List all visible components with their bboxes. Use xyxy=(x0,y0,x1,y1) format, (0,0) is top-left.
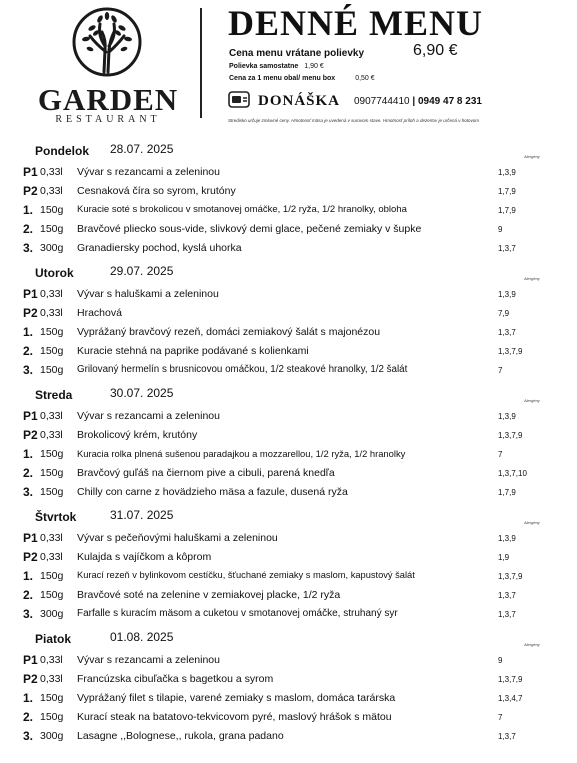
page-title: DENNÉ MENU xyxy=(228,3,484,43)
menu-row xyxy=(0,162,577,181)
item-code: 2. xyxy=(23,588,34,602)
day-section xyxy=(0,380,577,502)
item-dish: Vývar s pečeňovými haluškami a zeleninou xyxy=(77,532,278,544)
item-allergens: 1,3,4,7 xyxy=(498,694,523,703)
item-dish: Kuracie soté s brokolicou v smotanovej omáčke, 1/2 ryža, 1/2 hranolky, obloha xyxy=(77,204,407,215)
item-allergens: 1,7,9 xyxy=(498,488,516,497)
menu-row xyxy=(0,482,577,501)
item-quantity: 300g xyxy=(40,242,64,254)
item-dish: Farfalle s kuracím mäsom a cuketou v smotanovej omáčke, struhaný syr xyxy=(77,608,398,619)
item-allergens: 1,3,9 xyxy=(498,168,516,177)
item-allergens: 1,3,7 xyxy=(498,328,516,337)
item-quantity: 0,33l xyxy=(40,429,63,441)
item-quantity: 150g xyxy=(40,448,64,460)
day-section xyxy=(0,258,577,380)
day-date: 30.07. 2025 xyxy=(110,386,174,400)
menu-row xyxy=(0,341,577,360)
item-allergens: 7 xyxy=(498,713,503,722)
item-dish: Chilly con carne z hovädzieho mäsa a fazule, dusená ryža xyxy=(77,486,348,498)
day-header xyxy=(0,258,577,284)
menu-row xyxy=(0,322,577,341)
menu-row xyxy=(0,406,577,425)
day-name: Utorok xyxy=(35,266,74,280)
item-allergens: 9 xyxy=(498,225,503,234)
item-quantity: 150g xyxy=(40,467,64,479)
menu-row xyxy=(0,425,577,444)
day-name: Pondelok xyxy=(35,144,90,158)
allergens-header: Alergény xyxy=(524,642,540,647)
item-quantity: 150g xyxy=(40,486,64,498)
item-dish: Grilovaný hermelín s brusnicovou omáčkou, 1/2 steakové hranolky, 1/2 šalát xyxy=(77,364,408,375)
item-allergens: 7 xyxy=(498,366,503,375)
item-dish: Kulajda s vajíčkom a kôprom xyxy=(77,551,212,563)
menu-row xyxy=(0,585,577,604)
allergens-header: Alergény xyxy=(524,520,540,525)
phone-secondary: 0949 47 8 231 xyxy=(418,96,482,107)
item-code: P2 xyxy=(23,428,38,442)
item-dish: Kurací rezeň v bylinkovom cestíčku, šťuchané zemiaky s maslom, kapustový šalát xyxy=(77,570,415,580)
item-dish: Vyprážaný bravčový rezeň, domáci zemiakový šalát s majonézou xyxy=(77,326,381,338)
item-dish: Bravčové soté na zelenine v zemiakovej placke, 1/2 ryža xyxy=(77,589,341,601)
item-allergens: 1,3,7,10 xyxy=(498,469,527,478)
item-allergens: 1,3,7,9 xyxy=(498,431,523,440)
tree-logo-icon xyxy=(72,6,142,80)
menu-row xyxy=(0,669,577,688)
item-allergens: 1,3,9 xyxy=(498,534,516,543)
item-allergens: 1,3,7,9 xyxy=(498,347,523,356)
item-quantity: 0,33l xyxy=(40,185,63,197)
item-dish: Cesnaková číra so syrom, krutóny xyxy=(77,185,236,197)
day-name: Streda xyxy=(35,388,73,402)
menu-row xyxy=(0,238,577,257)
menu-row xyxy=(0,604,577,623)
item-dish: Bravčové pliecko sous-vide, slivkový demi glace, pečené zemiaky v šupke xyxy=(77,223,422,235)
item-code: 3. xyxy=(23,241,34,255)
item-allergens: 1,9 xyxy=(498,553,510,562)
brand-name: GARDEN xyxy=(37,82,179,117)
day-date: 31.07. 2025 xyxy=(110,508,174,522)
item-allergens: 7,9 xyxy=(498,309,510,318)
box-price-value: 0,50 € xyxy=(355,75,375,82)
item-allergens: 1,3,7 xyxy=(498,732,516,741)
item-code: 2. xyxy=(23,222,34,236)
item-quantity: 150g xyxy=(40,692,64,704)
day-date: 01.08. 2025 xyxy=(110,630,174,644)
item-allergens: 9 xyxy=(498,656,503,665)
item-code: 3. xyxy=(23,729,34,743)
item-code: 2. xyxy=(23,710,34,724)
item-quantity: 150g xyxy=(40,345,64,357)
item-dish: Kuracia rolka plnená sušenou paradajkou a mozzarellou, 1/2 ryža, 1/2 hranolky xyxy=(77,448,406,459)
item-allergens: 1,3,9 xyxy=(498,412,516,421)
menu-row xyxy=(0,688,577,707)
phone-numbers xyxy=(354,96,482,107)
item-quantity: 300g xyxy=(40,608,64,620)
item-dish: Kurací steak na batatovo-tekvicovom pyré, maslový hrášok s mätou xyxy=(77,711,392,723)
delivery-label: DONÁŠKA xyxy=(258,93,341,109)
item-code: 1. xyxy=(23,691,34,705)
menu-row xyxy=(0,284,577,303)
item-code: P1 xyxy=(23,531,38,545)
day-section xyxy=(0,136,577,258)
item-dish: Kuracie stehná na paprike podávané s kolienkami xyxy=(77,345,309,357)
menu-price-label: Cena menu vrátane polievky xyxy=(229,48,365,59)
soup-price-value: 1,90 € xyxy=(304,63,324,70)
delivery-box-icon xyxy=(228,90,252,110)
soup-price-label: Polievka samostatne xyxy=(229,63,299,70)
phone-primary: 0907744410 xyxy=(354,96,410,107)
header-divider xyxy=(200,8,202,118)
item-quantity: 0,33l xyxy=(40,673,63,685)
item-dish: Hrachová xyxy=(77,307,122,319)
menu-row xyxy=(0,303,577,322)
item-dish: Vývar s haluškami a zeleninou xyxy=(77,288,219,300)
item-code: 1. xyxy=(23,569,34,583)
item-code: P2 xyxy=(23,306,38,320)
item-dish: Vývar s rezancami a zeleninou xyxy=(77,654,220,666)
item-quantity: 150g xyxy=(40,589,64,601)
day-date: 28.07. 2025 xyxy=(110,142,174,156)
item-dish: Brokolicový krém, krutóny xyxy=(77,429,198,441)
allergens-header: Alergény xyxy=(524,276,540,281)
day-header xyxy=(0,624,577,650)
day-name: Piatok xyxy=(35,632,72,646)
item-code: 1. xyxy=(23,447,34,461)
item-quantity: 150g xyxy=(40,711,64,723)
menu-row xyxy=(0,707,577,726)
menu-row xyxy=(0,219,577,238)
weekly-menu xyxy=(0,136,577,746)
item-allergens: 1,3,9 xyxy=(498,290,516,299)
item-quantity: 0,33l xyxy=(40,551,63,563)
menu-row xyxy=(0,360,577,379)
item-quantity: 150g xyxy=(40,204,64,216)
day-name: Štvrtok xyxy=(35,510,77,524)
item-code: P2 xyxy=(23,184,38,198)
menu-row xyxy=(0,726,577,745)
item-code: 1. xyxy=(23,203,34,217)
item-quantity: 0,33l xyxy=(40,166,63,178)
item-dish: Vývar s rezancami a zeleninou xyxy=(77,166,220,178)
day-section xyxy=(0,502,577,624)
menu-row xyxy=(0,528,577,547)
item-dish: Granadiersky pochod, kyslá uhorka xyxy=(77,242,242,254)
item-allergens: 1,3,7,9 xyxy=(498,675,523,684)
item-quantity: 150g xyxy=(40,223,64,235)
item-quantity: 150g xyxy=(40,570,64,582)
item-dish: Vyprážaný filet s tilapie, varené zemiaky s maslom, domáca tarárska xyxy=(77,692,396,704)
box-price-label: Cena za 1 menu obal/ menu box xyxy=(229,75,336,82)
item-code: 2. xyxy=(23,466,34,480)
item-code: P1 xyxy=(23,165,38,179)
menu-price-value: 6,90 € xyxy=(413,42,458,59)
item-code: 3. xyxy=(23,607,34,621)
item-allergens: 1,3,7 xyxy=(498,591,516,600)
price-note: Stredisko určuje zmluvné ceny. Hmotnosť mäsa je uvedená v surovom stave. Hmotnosť príloh a dezertov je určená v hotovom xyxy=(228,118,479,123)
day-section xyxy=(0,624,577,746)
item-quantity: 0,33l xyxy=(40,307,63,319)
item-allergens: 1,3,7 xyxy=(498,610,516,619)
menu-row xyxy=(0,566,577,585)
menu-row xyxy=(0,463,577,482)
menu-row xyxy=(0,444,577,463)
item-quantity: 0,33l xyxy=(40,654,63,666)
menu-header xyxy=(0,0,577,135)
item-allergens: 1,3,7 xyxy=(498,244,516,253)
item-allergens: 1,3,7,9 xyxy=(498,572,523,581)
item-code: 3. xyxy=(23,363,34,377)
item-dish: Lasagne ,,Bolognese,, rukola, grana padano xyxy=(77,730,284,742)
item-quantity: 0,33l xyxy=(40,410,63,422)
item-code: 1. xyxy=(23,325,34,339)
phone-separator: | xyxy=(412,96,416,107)
item-allergens: 1,7,9 xyxy=(498,206,516,215)
soup-price-row xyxy=(229,63,324,70)
item-quantity: 150g xyxy=(40,364,64,376)
item-code: P2 xyxy=(23,550,38,564)
item-quantity: 0,33l xyxy=(40,532,63,544)
item-dish: Vývar s rezancami a zeleninou xyxy=(77,410,220,422)
menu-row xyxy=(0,650,577,669)
item-code: P1 xyxy=(23,653,38,667)
item-dish: Bravčový guľáš na čiernom pive a cibuli, parená knedľa xyxy=(77,467,335,479)
item-quantity: 150g xyxy=(40,326,64,338)
item-code: 2. xyxy=(23,344,34,358)
menu-row xyxy=(0,200,577,219)
menu-row xyxy=(0,547,577,566)
day-header xyxy=(0,136,577,162)
brand-subtitle: RESTAURANT xyxy=(55,114,161,125)
allergens-header: Alergény xyxy=(524,398,540,403)
item-code: 3. xyxy=(23,485,34,499)
day-header xyxy=(0,380,577,406)
day-header xyxy=(0,502,577,528)
allergens-header: Alergény xyxy=(524,154,540,159)
item-allergens: 1,7,9 xyxy=(498,187,516,196)
item-code: P1 xyxy=(23,287,38,301)
item-code: P2 xyxy=(23,672,38,686)
box-price-row xyxy=(229,75,375,82)
day-date: 29.07. 2025 xyxy=(110,264,174,278)
menu-row xyxy=(0,181,577,200)
item-allergens: 7 xyxy=(498,450,503,459)
item-quantity: 0,33l xyxy=(40,288,63,300)
item-dish: Francúzska cibuľačka s bagetkou a syrom xyxy=(77,673,274,685)
item-quantity: 300g xyxy=(40,730,64,742)
item-code: P1 xyxy=(23,409,38,423)
